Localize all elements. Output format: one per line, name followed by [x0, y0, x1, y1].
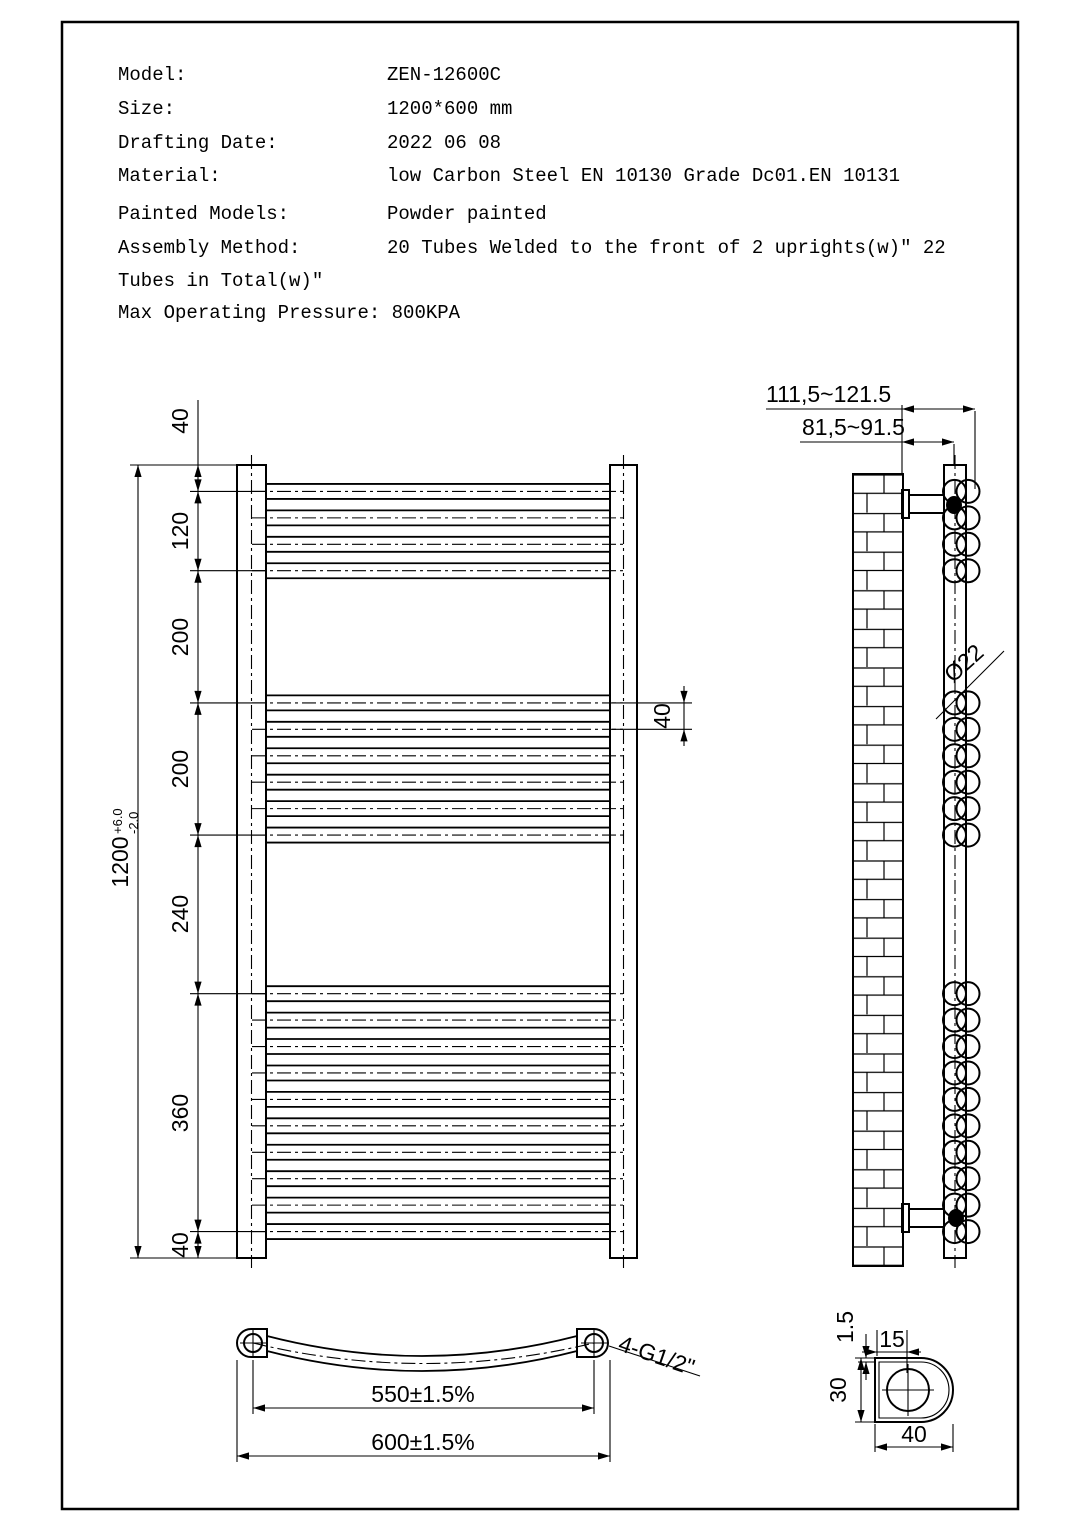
wall-section	[853, 474, 903, 1266]
spec-model-value: ZEN-12600C	[387, 64, 502, 86]
front-view	[107, 400, 692, 1268]
dim-120: 120	[167, 511, 193, 551]
dim-tube-diameter: Ø22	[938, 638, 989, 688]
curved-tube-top-edge	[267, 1336, 577, 1356]
top-wall-bracket	[902, 490, 962, 518]
spec-date-value: 2022 06 08	[387, 132, 502, 154]
spec-block	[118, 64, 946, 324]
dim-section-height: 30	[825, 1377, 851, 1403]
curved-tube-centerline	[253, 1343, 594, 1364]
spec-material-value: low Carbon Steel EN 10130 Grade Dc01.EN 10131	[387, 165, 901, 187]
tube-diameter-callout	[936, 639, 1004, 719]
spec-assembly-cont: Tubes in Total(w)"	[118, 270, 324, 292]
dim-hole-offset: 15	[879, 1326, 905, 1352]
curved-tube-bottom-edge	[267, 1351, 577, 1371]
spec-assembly-label: Assembly Method:	[118, 237, 301, 259]
spec-size-label: Size:	[118, 98, 176, 120]
dim-depth-inner: 81,5~91.5	[802, 414, 905, 440]
spec-paint-value: Powder painted	[387, 203, 547, 225]
dim-section-width: 40	[901, 1421, 927, 1447]
dim-overall-width: 600±1.5%	[371, 1429, 475, 1455]
side-view	[766, 381, 1004, 1268]
dim-200-a: 200	[167, 617, 193, 657]
detail-view	[825, 1311, 953, 1452]
dim-40-top: 40	[167, 408, 193, 434]
overall-tol-plus: +6.0	[110, 808, 125, 834]
spec-date-label: Drafting Date:	[118, 132, 278, 154]
spec-assembly-value: 20 Tubes Welded to the front of 2 uprights(w)" 22	[387, 237, 946, 259]
dim-overall-height	[107, 808, 141, 887]
front-tubes	[252, 484, 624, 1239]
dim-360: 360	[167, 1093, 193, 1133]
dim-40-bottom: 40	[167, 1232, 193, 1258]
spec-size-value: 1200*600 mm	[387, 98, 513, 120]
side-tube-ends	[943, 480, 980, 1243]
dim-wall-thickness: 1.5	[832, 1311, 858, 1343]
thread-callout: 4-G1/2"	[615, 1330, 699, 1381]
spec-material-label: Material:	[118, 165, 221, 187]
spec-model-label: Model:	[118, 64, 187, 86]
front-dimension-chain	[107, 400, 692, 1258]
overall-tol-minus: -2.0	[126, 811, 141, 834]
dim-depth-outer: 111,5~121.5	[766, 381, 892, 407]
dim-tube-pitch: 40	[649, 703, 675, 729]
dim-center-width: 550±1.5%	[371, 1381, 475, 1407]
dim-240: 240	[167, 894, 193, 934]
top-view	[237, 1329, 700, 1462]
overall-value: 1200	[107, 836, 133, 888]
spec-pressure-line: Max Operating Pressure: 800KPA	[118, 302, 461, 324]
spec-paint-label: Painted Models:	[118, 203, 290, 225]
dim-200-b: 200	[167, 749, 193, 789]
top-view-dimensions	[237, 1330, 700, 1462]
